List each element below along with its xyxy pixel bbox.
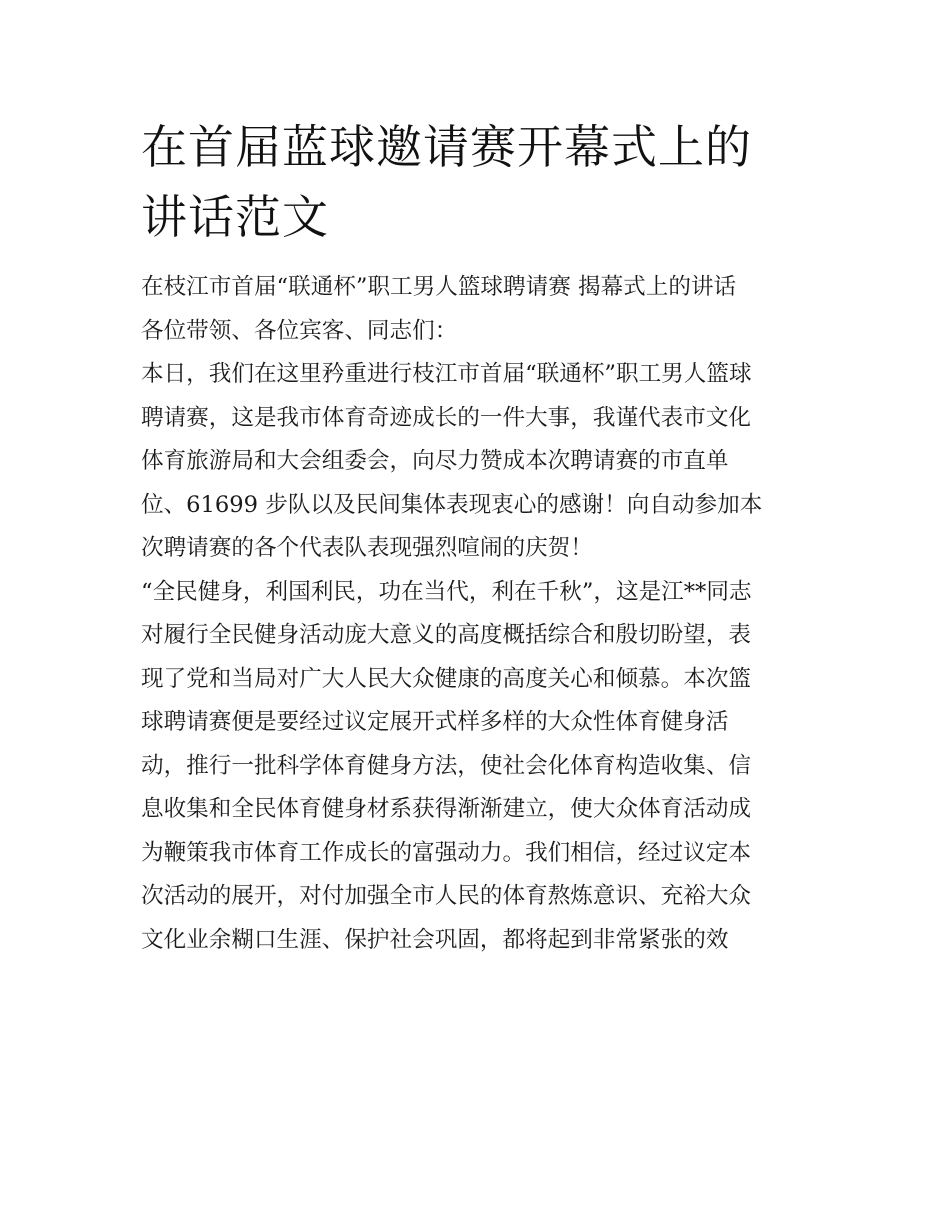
title-line: 讲话范文 xyxy=(141,190,329,244)
body-line: 聘请赛，这是我市体育奇迹成长的一件大事，我谨代表市文化 xyxy=(141,404,752,431)
body-line: 文化业余糊口生涯、保护社会巩固，都将起到非常紧张的效 xyxy=(141,926,729,953)
body-line: 次活动的展开，对付加强全市人民的体育熬炼意识、充裕大众 xyxy=(141,883,752,909)
body-line: 位、61699 步队以及民间集体表现衷心的感谢！向自动参加本 xyxy=(141,491,763,518)
body-line: “全民健身，利国利民，功在当代，利在千秋”，这是江**同志 xyxy=(141,578,752,605)
document-title xyxy=(141,112,831,252)
body-line: 动，推行一批科学体育健身方法，使社会化体育构造收集、信 xyxy=(141,752,752,779)
body-line: 在枝江市首届“联通杯”职工男人篮球聘请赛 揭幕式上的讲话 xyxy=(141,274,737,300)
body-line: 息收集和全民体育健身材系获得渐渐建立，使大众体育活动成 xyxy=(141,796,752,822)
body-line: 对履行全民健身活动庞大意义的高度概括综合和殷切盼望，表 xyxy=(141,622,752,648)
body-line: 现了党和当局对广大人民大众健康的高度关心和倾慕。本次篮 xyxy=(141,665,752,692)
body-line: 为鞭策我市体育工作成长的富强动力。我们相信，经过议定本 xyxy=(141,839,752,866)
body-line: 各位带领、各位宾客、同志们： xyxy=(141,317,458,344)
document-body xyxy=(141,266,831,962)
body-line: 次聘请赛的各个代表队表现强烈喧闹的庆贺！ xyxy=(141,535,593,561)
document-content xyxy=(141,112,831,962)
body-line: 球聘请赛便是要经过议定展开式样多样的大众性体育健身活 xyxy=(141,709,729,735)
body-line: 本日，我们在这里矜重进行枝江市首届“联通杯”职工男人篮球 xyxy=(141,361,752,387)
title-line: 在首届蓝球邀请赛开幕式上的 xyxy=(141,120,752,174)
body-line: 体育旅游局和大会组委会，向尽力赞成本次聘请赛的市直单 xyxy=(141,448,729,474)
